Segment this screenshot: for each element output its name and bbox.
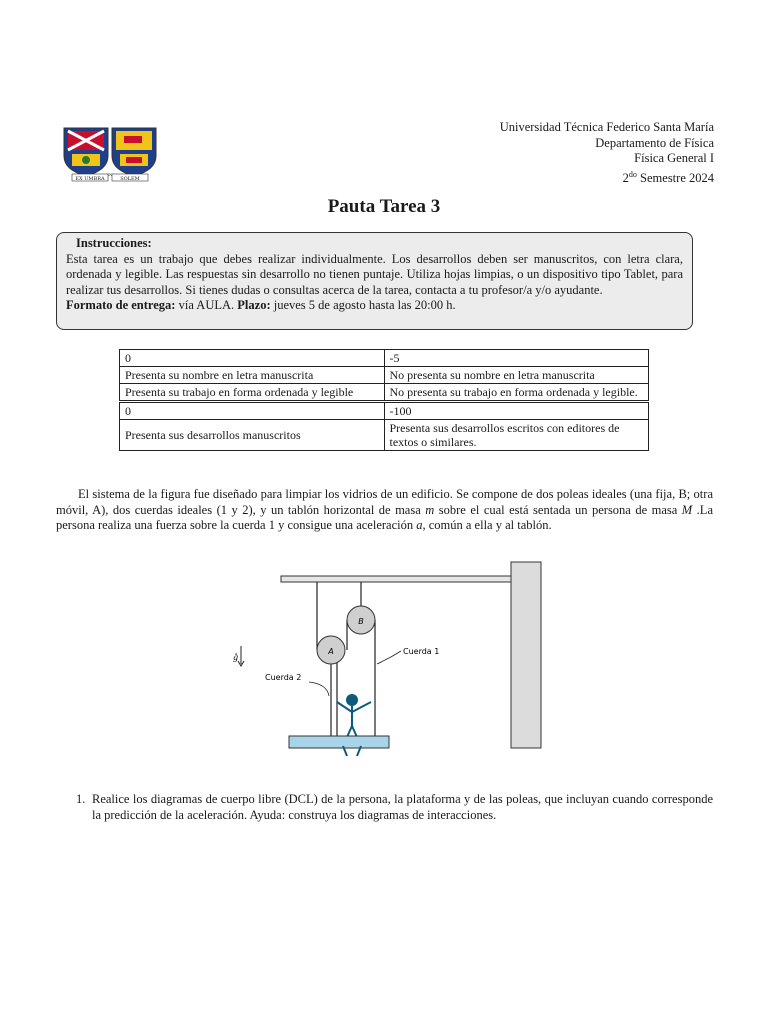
list-item — [76, 792, 713, 823]
table-cell: -100 — [384, 402, 649, 420]
table-cell: No presenta su trabajo en forma ordenada y legible. — [384, 384, 649, 402]
crest-motto-right: SOLEM — [120, 176, 140, 182]
table-row — [120, 367, 649, 384]
table-cell: 0 — [120, 402, 385, 420]
table-row — [120, 384, 649, 402]
course-name: Física General I — [634, 151, 714, 165]
university-crest-logo — [62, 126, 158, 182]
rope-1-label: Cuerda 1 — [403, 647, 440, 656]
table-row — [120, 420, 649, 451]
crest-motto-mid: IN — [107, 172, 113, 177]
table-row — [120, 402, 649, 420]
question-text: Realice los diagramas de cuerpo libre (DCL) de la persona, la plataforma y de las poleas, que incluyan cuando corresponde la predicción de la aceleración. Ayuda: construya los diagramas de interacciones. — [92, 792, 713, 822]
problem-statement: El sistema de la figura fue diseñado para limpiar los vidrios de un edificio. Se compone de dos poleas ideales (una fija, B; otra móvil, A), dos cuerdas ideales (1 y 2), y un tablón horizontal de masa m sobre el cual está sentada un persona de masa M .La persona realiza una fuerza sobre la cuerda 1 y consigue una aceleración a, común a ella y al tablón. — [56, 487, 713, 532]
pulley-a-label: A — [328, 647, 334, 656]
rubric-table — [119, 349, 649, 451]
question-number: 1. — [76, 792, 86, 806]
table-cell: 0 — [120, 350, 385, 367]
department-name: Departamento de Física — [595, 135, 714, 150]
ceiling-beam — [281, 576, 511, 582]
pulley-b-label: B — [358, 617, 364, 626]
table-cell: -5 — [384, 350, 649, 367]
table-cell: No presenta su nombre en letra manuscrita — [384, 367, 649, 384]
pulley-system-figure — [225, 560, 545, 760]
question-list — [76, 792, 713, 823]
page-title: Pauta Tarea 3 — [327, 196, 441, 217]
rope-2-label: Cuerda 2 — [265, 673, 302, 682]
instructions-body: Esta tarea es un trabajo que debes realizar individualmente. Los desarrollos deben ser manuscritos, con letra clara, ordenada y legible. Las respuestas sin desarrollo no tienen puntaje. Utiliza hojas limpias, o un dispositivo tipo Tablet, para realizar tus desarrollos. Si tienes dudas o consultas acerca de la tarea, contacta a tu profesor/a y/o ayudante. — [66, 251, 683, 297]
instructions-box — [56, 232, 693, 330]
header-info — [500, 120, 714, 186]
gravity-label: ĝ — [233, 653, 239, 662]
building-wall — [511, 562, 541, 748]
delivery-line: Formato de entrega: vía AULA. Plazo: jueves 5 de agosto hasta las 20:00 h. — [66, 298, 456, 312]
table-cell: Presenta sus desarrollos escritos con editores de textos o similares. — [384, 420, 649, 451]
university-name: Universidad Técnica Federico Santa María — [499, 120, 714, 134]
crest-motto-left: EX UMBRA — [75, 176, 105, 182]
table-cell: Presenta su nombre en letra manuscrita — [120, 367, 385, 384]
semester: $2^{do}$ Semestre 2024 — [622, 169, 714, 185]
table-row — [120, 350, 649, 367]
platform — [289, 736, 389, 748]
table-cell: Presenta sus desarrollos manuscritos — [120, 420, 385, 451]
table-cell: Presenta su trabajo en forma ordenada y legible — [120, 384, 385, 402]
instructions-heading: Instrucciones: — [76, 236, 152, 250]
